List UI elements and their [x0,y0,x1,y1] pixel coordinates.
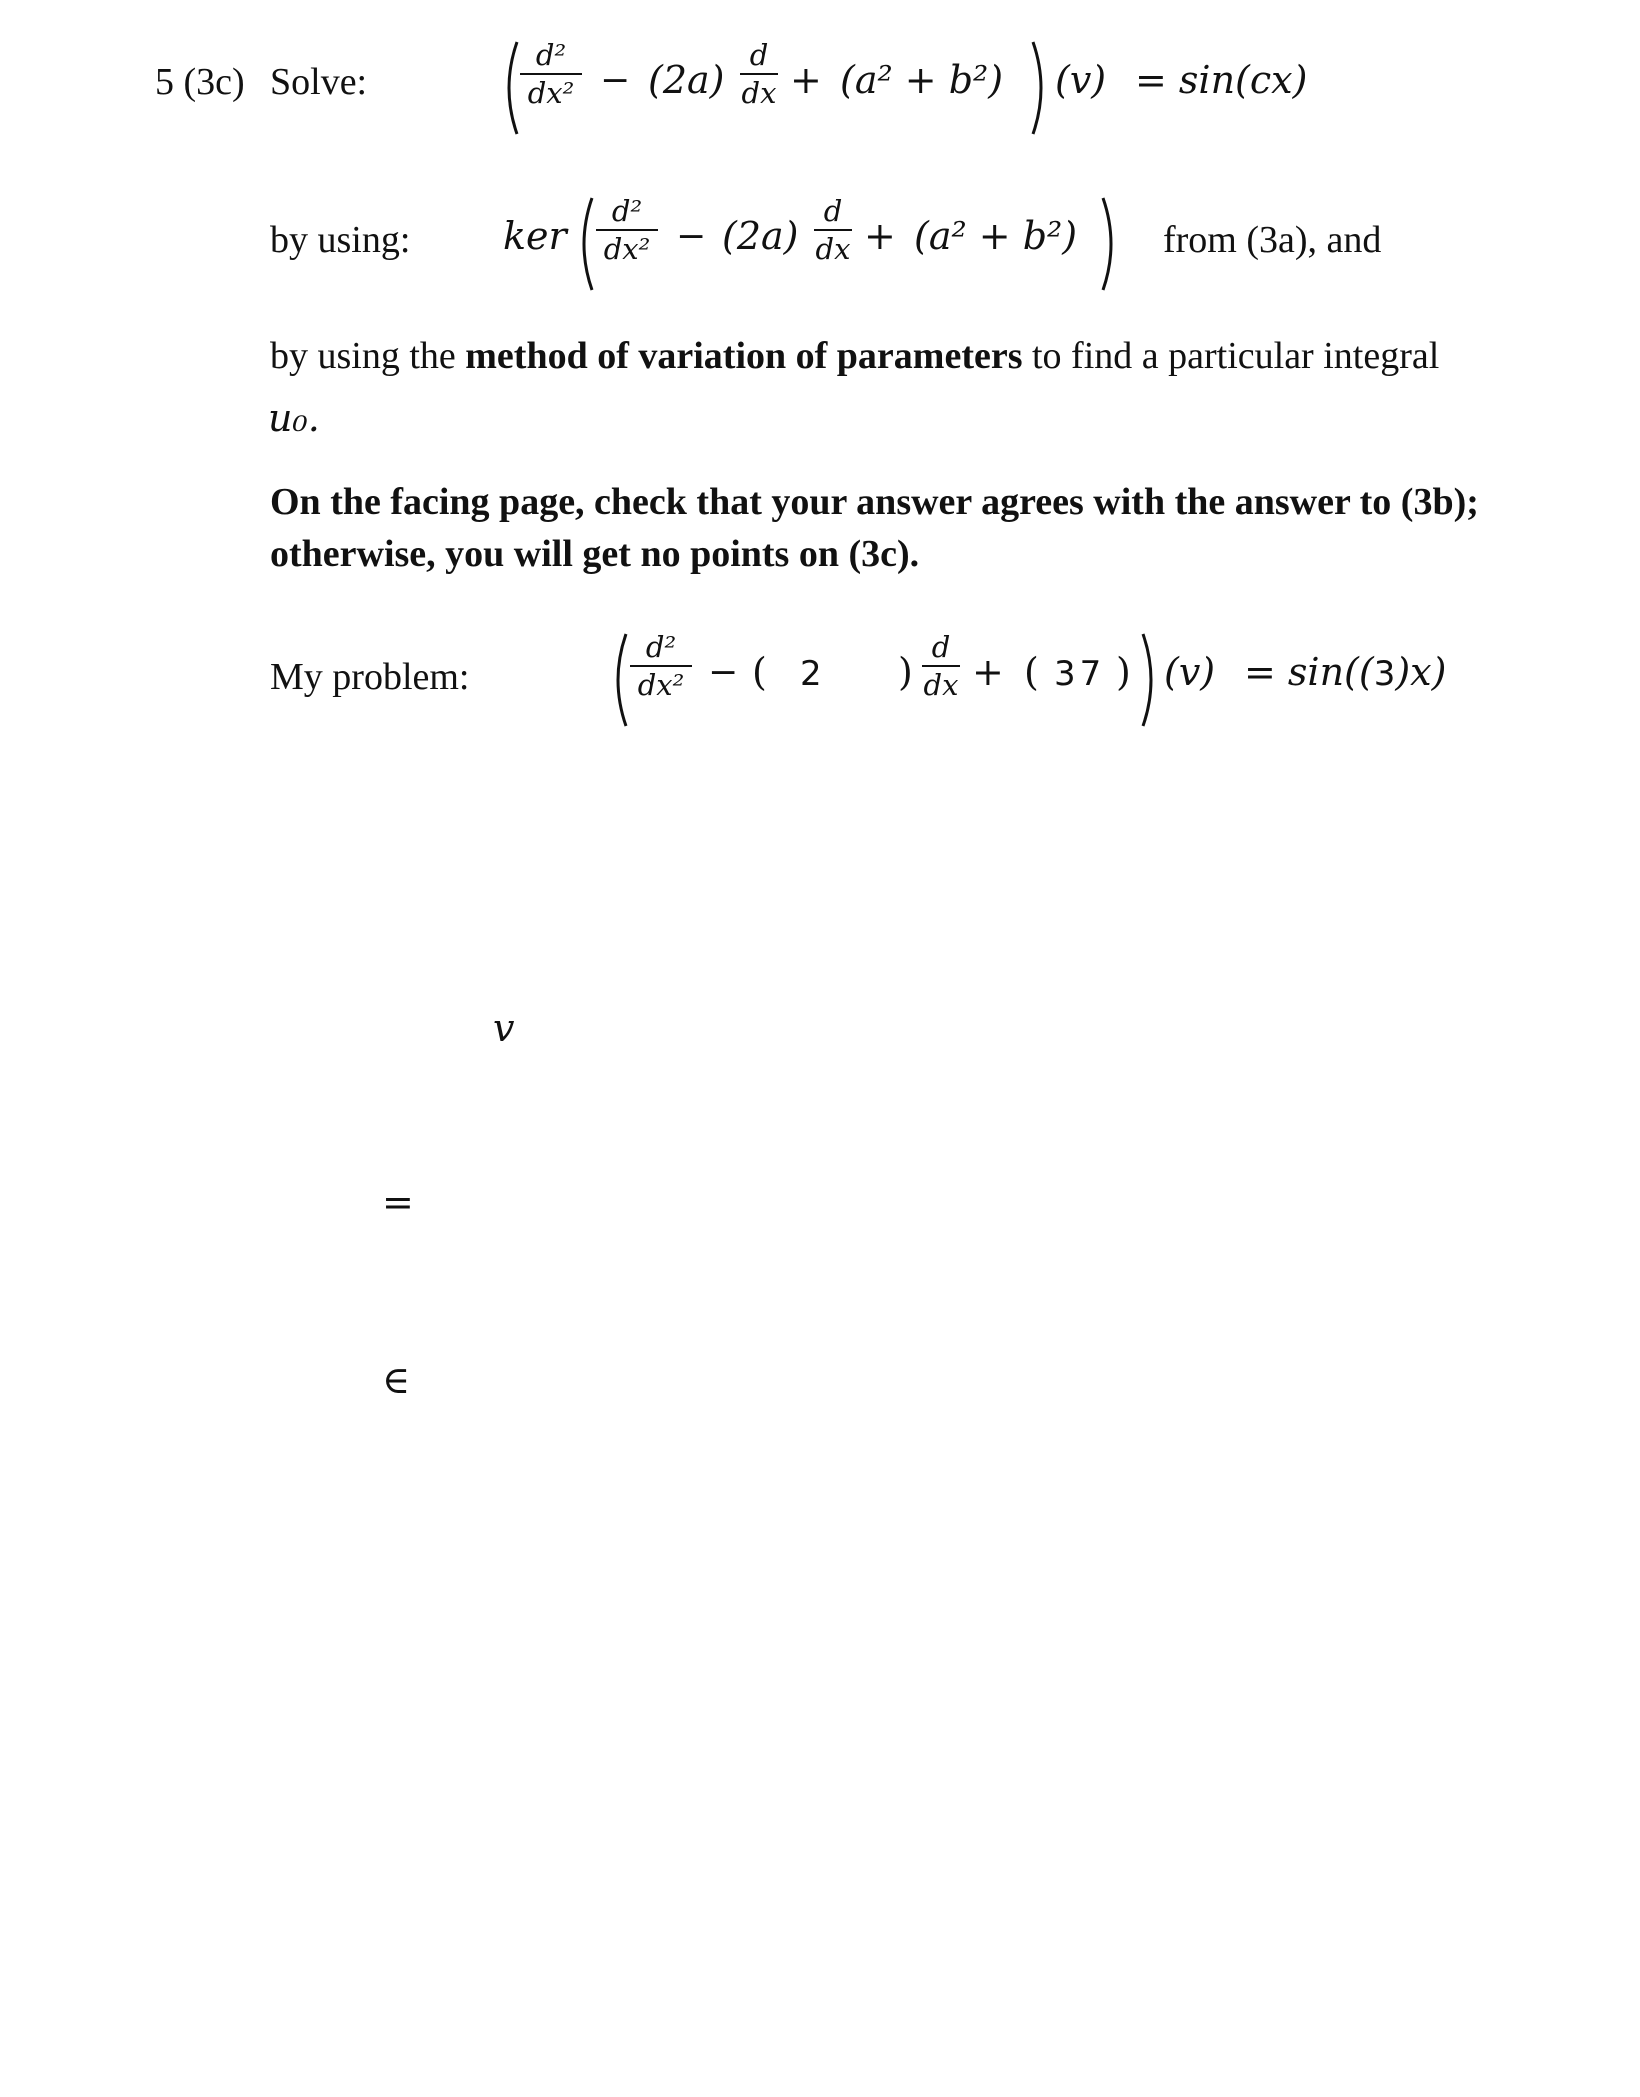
my-problem-label: My problem: [270,656,470,698]
from-3a-text: from (3a), and [1163,219,1382,261]
d2-dx2-fraction: d² dx² [596,194,658,266]
operand-v: (v) [1164,650,1216,694]
minus-sign: − [600,60,631,101]
handwritten-coefficient: 2 [800,654,822,694]
left-paren-large [573,194,595,294]
plus-sign: + [972,650,1004,694]
left-paren-large [607,630,629,730]
left-paren-large [498,38,520,138]
d-dx-fraction: d dx [815,194,851,266]
right-paren-large [1030,38,1052,138]
using-label: by using: [270,219,411,261]
coefficient-2a: (2a) [722,214,799,258]
d-dx-fraction: d dx [741,38,777,110]
term-a2-b2: (a² + b²) [914,214,1078,258]
work-element-of: ∈ [382,1358,411,1402]
ker-operator: ker [503,214,567,258]
plus-sign: + [864,214,896,258]
method-emphasis: method of variation of parameters [465,335,1023,377]
solve-label: Solve: [270,61,368,103]
minus-sign: − [708,652,739,693]
work-v: v [493,1006,515,1050]
coefficient-2a: (2a) [648,58,725,102]
operand-v: (v) [1055,58,1107,102]
handwritten-c: 3 [1373,654,1396,694]
d2-dx2-fraction: d² dx² [630,630,692,702]
plus-sign: + [790,58,822,102]
problem-number: 5 (3c) [155,61,245,103]
right-paren-large [1100,194,1122,294]
rhs-sin-cx: = sin(cx) [1135,58,1308,102]
work-equals: = [382,1180,414,1224]
open-paren: ( [752,650,767,694]
close-paren: ) [898,650,913,694]
u0-symbol: u₀. [268,396,320,440]
method-paragraph: by using the method of variation of parameters to find a particular integral [270,335,1440,377]
open-paren: ( [1024,650,1039,694]
check-instruction: On the facing page, check that your answer agrees with the answer to (3b); otherwise, you will get no points on (3c). [270,481,1479,575]
close-paren: ) [1116,650,1131,694]
right-paren-large [1140,630,1162,730]
d-dx-fraction: d dx [923,630,959,702]
rhs-sin: = sin((3)x) [1244,650,1447,694]
handwritten-term: 37 [1054,654,1106,694]
term-a2-b2: (a² + b²) [840,58,1004,102]
d2-dx2-fraction: d² dx² [520,38,582,110]
minus-sign: − [676,216,707,257]
